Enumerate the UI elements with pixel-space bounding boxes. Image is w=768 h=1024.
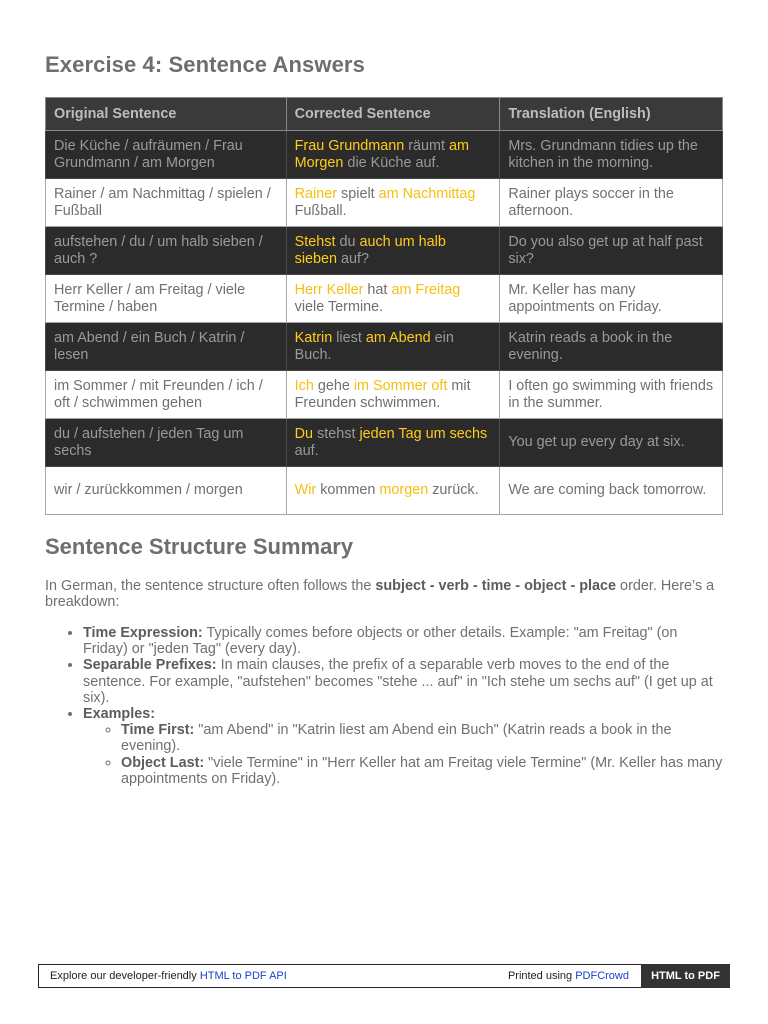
list-item [83,706,725,787]
sub-list-item [121,755,725,787]
sentence-fragment: kommen [316,482,380,499]
html-to-pdf-button[interactable]: HTML to PDF [641,964,730,988]
translation-cell: Mr. Keller has many appointments on Friday. [500,275,723,323]
answers-table-body [46,131,723,515]
corrected-sentence-cell [286,227,500,275]
footer-printed [508,970,629,982]
sentence-fragment: zurück. [428,482,479,499]
corrected-sentence-cell [286,419,500,467]
table-row [46,467,723,515]
translation-cell: You get up every day at six. [500,419,723,467]
highlighted-phrase: Rainer [294,185,338,202]
footer-printed-text: Printed using [507,970,576,982]
sub-list-item-label: Object Last: [121,754,205,771]
summary-list [45,625,725,787]
corrected-sentence-cell [286,131,500,179]
original-sentence-cell: im Sommer / mit Freunden / ich / oft / schwimmen gehen [46,371,287,419]
sentence-fragment: ein Buch. [294,329,454,363]
intro-text-end: order. Here’s a breakdown: [45,578,715,611]
corrected-sentence-cell [286,275,500,323]
translation-cell: I often go swimming with friends in the summer. [500,371,723,419]
original-sentence-cell: Die Küche / aufräumen / Frau Grundmann / am Morgen [46,131,287,179]
highlighted-phrase: am Freitag [391,281,461,298]
highlighted-phrase: morgen [379,482,429,499]
sentence-fragment: spielt [337,185,379,202]
highlighted-phrase: Herr Keller [294,281,364,298]
sentence-fragment: hat [363,281,392,298]
table-row [46,227,723,275]
highlighted-phrase: Stehst [294,233,336,250]
footer-promo-text: Explore our developer-friendly [50,970,200,982]
list-item-text: In main clauses, the prefix of a separable verb moves to the end of the sentence. For example, "aufstehen" becomes "stehe ... auf" in "Ich stehe um sechs auf" (I get up at six). [83,657,713,706]
list-item [83,625,725,657]
footer-bar [38,964,730,988]
highlighted-phrase: Ich [294,377,314,394]
column-header-original: Original Sentence [46,98,287,131]
sentence-fragment: mit Freunden schwimmen. [294,377,471,411]
highlighted-phrase: Wir [294,482,317,499]
table-row [46,179,723,227]
highlighted-phrase: Frau Grundmann [294,137,405,154]
list-item-label: Examples: [83,706,155,723]
corrected-sentence-cell [286,323,500,371]
highlighted-phrase: am Morgen [294,137,470,171]
sentence-fragment: gehe [313,377,354,394]
corrected-sentence-cell [286,179,500,227]
sub-list-item-text: "viele Termine" in "Herr Keller hat am Freitag viele Termine" (Mr. Keller has many appointments on Friday). [121,754,723,787]
intro-paragraph [45,578,725,611]
translation-cell: Katrin reads a book in the evening. [500,323,723,371]
original-sentence-cell: Herr Keller / am Freitag / viele Termine / haben [46,275,287,323]
html-to-pdf-api-link[interactable]: HTML to PDF API [199,970,287,982]
list-item-text: Typically comes before objects or other details. Example: "am Freitag" (on Friday) or "jeden Tag" (every day). [83,625,678,658]
pdfcrowd-link[interactable]: PDFCrowd [575,970,629,982]
sentence-fragment: viele Termine. [294,298,384,315]
sentence-fragment: auf? [337,250,370,267]
highlighted-phrase: Du [294,425,314,442]
examples-list [83,722,725,787]
list-item-label: Time Expression: [83,625,203,641]
highlighted-phrase: am Nachmittag [378,185,476,202]
sub-list-item-label: Time First: [121,722,195,739]
table-row [46,275,723,323]
answers-table [45,97,723,515]
sub-list-item [121,722,725,754]
sentence-fragment: du [335,233,360,250]
footer-promo [50,970,287,982]
corrected-sentence-cell [286,371,500,419]
list-item-label: Separable Prefixes: [83,657,217,674]
section-title: Sentence Structure Summary [45,534,354,559]
original-sentence-cell: du / aufstehen / jeden Tag um sechs [46,419,287,467]
original-sentence-cell: am Abend / ein Buch / Katrin / lesen [46,323,287,371]
corrected-sentence-cell [286,467,500,515]
list-item [83,657,725,706]
page-title: Exercise 4: Sentence Answers [45,52,365,77]
sentence-fragment: Fußball. [294,202,347,219]
original-sentence-cell: wir / zurückkommen / morgen [46,467,287,515]
table-row [46,131,723,179]
original-sentence-cell: Rainer / am Nachmittag / spielen / Fußball [46,179,287,227]
highlighted-phrase: auch um halb sieben [294,233,446,267]
sentence-fragment: auf. [294,442,319,459]
highlighted-phrase: jeden Tag um sechs [359,425,488,442]
table-row [46,323,723,371]
table-row [46,419,723,467]
translation-cell: Mrs. Grundmann tidies up the kitchen in the morning. [500,131,723,179]
highlighted-phrase: Katrin [294,329,333,346]
sentence-fragment: liest [332,329,366,346]
translation-cell: We are coming back tomorrow. [500,467,723,515]
intro-order: subject - verb - time - object - place [375,578,617,594]
sentence-fragment: die Küche auf. [343,154,440,171]
table-header-row [46,98,723,131]
sub-list-item-text: "am Abend" in "Katrin liest am Abend ein Buch" (Katrin reads a book in the evening). [121,722,672,755]
table-row [46,371,723,419]
highlighted-phrase: im Sommer oft [353,377,448,394]
sentence-fragment: räumt [404,137,450,154]
translation-cell: Rainer plays soccer in the afternoon. [500,179,723,227]
original-sentence-cell: aufstehen / du / um halb sieben / auch ? [46,227,287,275]
column-header-corrected: Corrected Sentence [286,98,500,131]
translation-cell: Do you also get up at half past six? [500,227,723,275]
highlighted-phrase: am Abend [365,329,431,346]
intro-text: In German, the sentence structure often follows the [45,578,376,594]
sentence-fragment: stehst [313,425,360,442]
column-header-translation: Translation (English) [500,98,723,131]
